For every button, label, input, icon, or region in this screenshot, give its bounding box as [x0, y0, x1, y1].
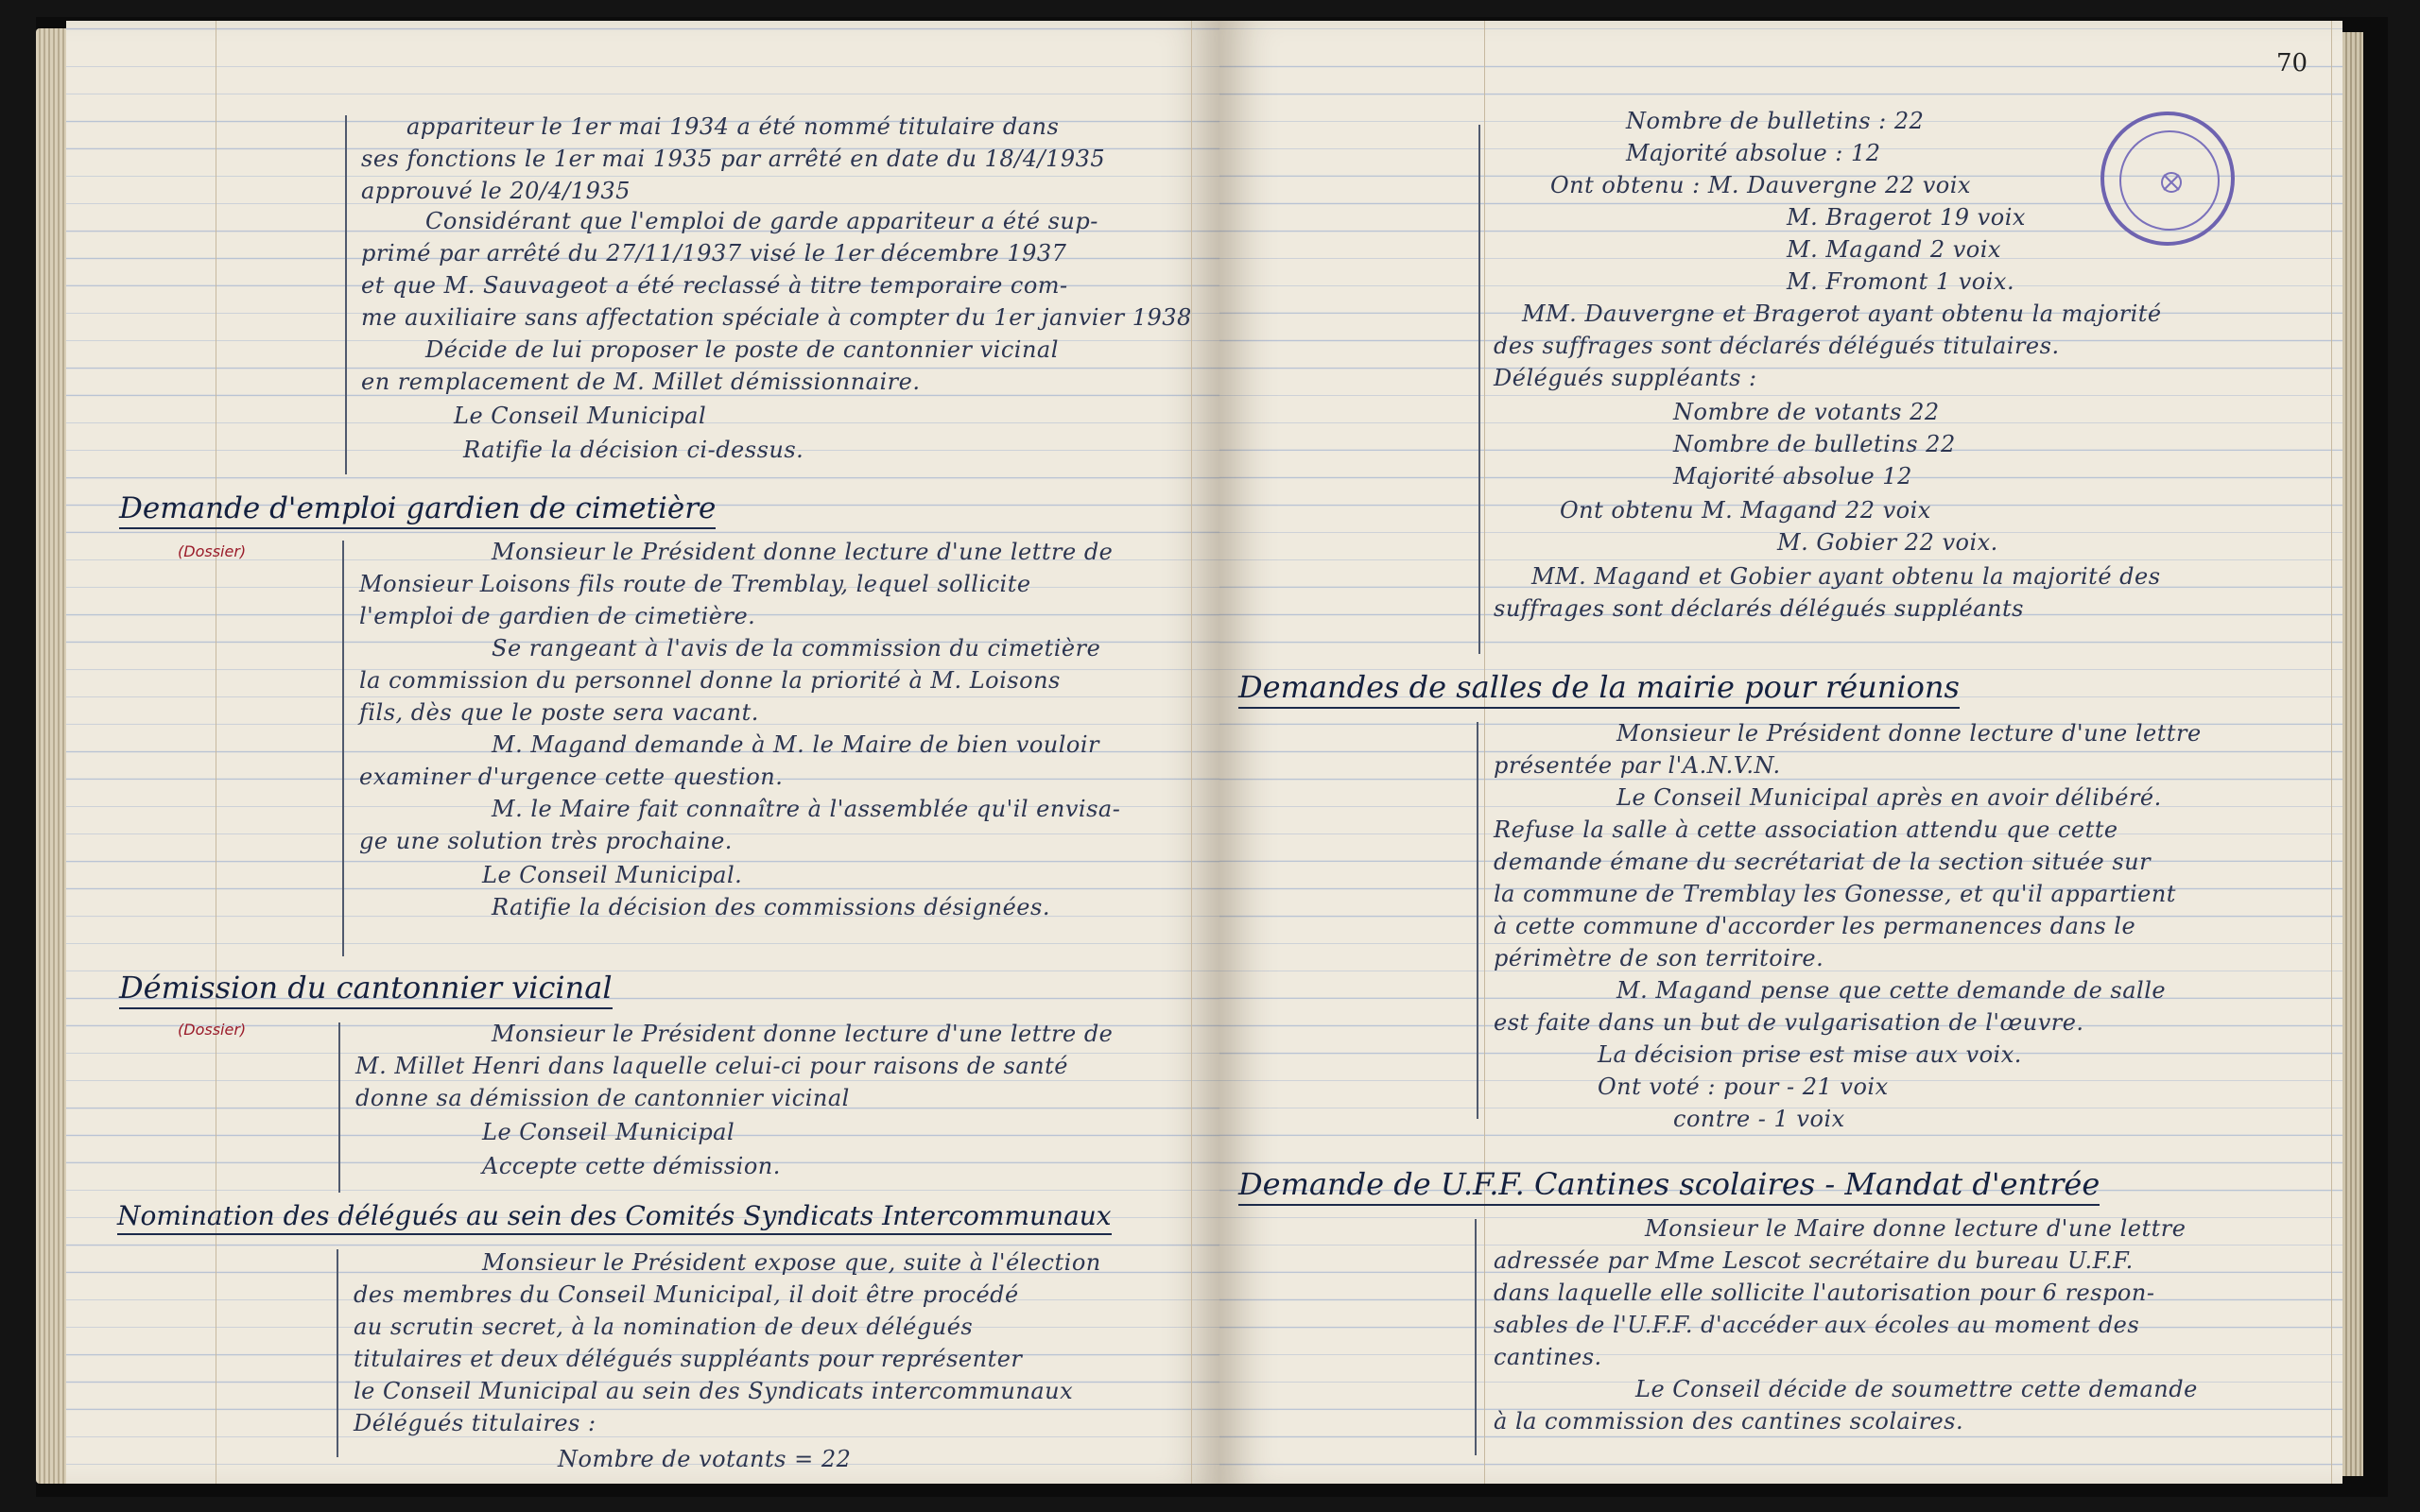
text-line: M. Gobier 22 voix.: [1777, 529, 1998, 556]
dossier-note: (Dossier): [178, 542, 247, 560]
text-line: Majorité absolue 12: [1673, 463, 1912, 490]
text-line: suffrages sont déclarés délégués suppléants: [1494, 595, 2024, 622]
section-heading: Démission du cantonnier vicinal: [119, 970, 613, 1009]
text-line: MM. Magand et Gobier ayant obtenu la majorité des: [1531, 563, 2161, 590]
text-line: Refuse la salle à cette association attendu que cette: [1494, 816, 2118, 843]
text-line: est faite dans un but de vulgarisation de l'œuvre.: [1494, 1009, 2084, 1036]
text-line: l'emploi de gardien de cimetière.: [359, 603, 756, 629]
section-heading: Demande d'emploi gardien de cimetière: [119, 491, 716, 529]
margin-rule: [1475, 1219, 1477, 1455]
text-line: Monsieur le Président donne lecture d'une lettre de: [492, 539, 1114, 565]
margin-rule: [342, 541, 344, 956]
text-line: Majorité absolue : 12: [1626, 140, 1881, 166]
dossier-note: (Dossier): [178, 1021, 247, 1039]
section-heading: Nomination des délégués au sein des Comités Syndicats Intercommunaux: [117, 1200, 1112, 1235]
text-line: fils, dès que le poste sera vacant.: [359, 699, 759, 726]
text-line: Monsieur Loisons fils route de Tremblay, lequel sollicite: [359, 571, 1031, 597]
text-line: M. Bragerot 19 voix: [1787, 204, 2026, 231]
text-line: Nombre de bulletins : 22: [1626, 108, 1925, 134]
margin-rule: [1477, 722, 1478, 1119]
text-line: Nombre de votants = 22: [558, 1446, 852, 1472]
text-line: présentée par l'A.N.V.N.: [1494, 752, 1781, 779]
text-line: Considérant que l'emploi de garde appariteur a été sup-: [425, 208, 1098, 234]
text-line: le Conseil Municipal au sein des Syndicats intercommunaux: [354, 1378, 1074, 1404]
text-line: des membres du Conseil Municipal, il doit être procédé: [354, 1281, 1019, 1308]
text-line: M. Millet Henri dans laquelle celui-ci pour raisons de santé: [355, 1053, 1068, 1079]
text-line: dans laquelle elle sollicite l'autorisation pour 6 respon-: [1494, 1280, 2155, 1306]
text-line: M. le Maire fait connaître à l'assemblée qu'il envisa-: [492, 796, 1121, 822]
text-line: Ratifie la décision ci-dessus.: [463, 437, 804, 463]
prefecture-stamp: [2100, 112, 2235, 246]
text-line: M. Magand 2 voix: [1787, 236, 2001, 263]
text-line: et que M. Sauvageot a été reclassé à titre temporaire com-: [361, 272, 1068, 299]
stamp-emblem-icon: [2104, 115, 2238, 249]
text-line: ge une solution très prochaine.: [359, 828, 733, 854]
text-line: Le Conseil décide de soumettre cette demande: [1635, 1376, 2198, 1402]
text-line: Ont obtenu M. Magand 22 voix: [1560, 497, 1931, 524]
text-line: approuvé le 20/4/1935: [361, 178, 631, 204]
text-line: à cette commune d'accorder les permanences dans le: [1494, 913, 2136, 939]
text-line: Ratifie la décision des commissions désignées.: [492, 894, 1050, 920]
text-line: ses fonctions le 1er mai 1935 par arrêté en date du 18/4/1935: [361, 146, 1106, 172]
text-line: examiner d'urgence cette question.: [359, 764, 784, 790]
margin-rule: [337, 1249, 338, 1457]
text-line: Monsieur le Président donne lecture d'une lettre: [1616, 720, 2202, 747]
text-line: MM. Dauvergne et Bragerot ayant obtenu la majorité: [1522, 301, 2162, 327]
text-line: Accepte cette démission.: [482, 1153, 781, 1179]
text-line: Délégués suppléants :: [1494, 365, 1757, 391]
page-stack-right: [2342, 32, 2363, 1476]
text-line: donne sa démission de cantonnier vicinal: [355, 1085, 850, 1111]
text-line: sables de l'U.F.F. d'accéder aux écoles au moment des: [1494, 1312, 2140, 1338]
section-heading: Demande de U.F.F. Cantines scolaires - Mandat d'entrée: [1238, 1166, 2100, 1206]
text-line: en remplacement de M. Millet démissionnaire.: [361, 369, 921, 395]
text-line: M. Magand demande à M. le Maire de bien vouloir: [492, 731, 1100, 758]
text-line: appariteur le 1er mai 1934 a été nommé titulaire dans: [406, 113, 1060, 140]
text-line: Monsieur le Président donne lecture d'une lettre de: [492, 1021, 1114, 1047]
text-line: adressée par Mme Lescot secrétaire du bureau U.F.F.: [1494, 1247, 2134, 1274]
text-line: Se rangeant à l'avis de la commission du cimetière: [492, 635, 1101, 662]
margin-rule: [1478, 125, 1480, 654]
margin-rule: [345, 115, 347, 474]
text-line: cantines.: [1494, 1344, 1602, 1370]
text-line: à la commission des cantines scolaires.: [1494, 1408, 1964, 1435]
margin-rule: [338, 1022, 340, 1193]
ruled-column-line: [2331, 21, 2332, 1484]
text-line: Nombre de votants 22: [1673, 399, 1940, 425]
text-line: primé par arrêté du 27/11/1937 visé le 1er décembre 1937: [361, 240, 1067, 266]
text-line: Monsieur le Président expose que, suite à l'élection: [482, 1249, 1101, 1276]
page-number: 70: [2276, 49, 2308, 77]
text-line: la commune de Tremblay les Gonesse, et qu'il appartient: [1494, 881, 2176, 907]
ruled-column-line: [1191, 21, 1192, 1484]
text-line: des suffrages sont déclarés délégués titulaires.: [1494, 333, 2060, 359]
text-line: me auxiliaire sans affectation spéciale à compter du 1er janvier 1938: [361, 304, 1192, 331]
ruled-column-line: [1484, 21, 1485, 1484]
text-line: contre - 1 voix: [1673, 1106, 1845, 1132]
text-line: périmètre de son territoire.: [1494, 945, 1824, 971]
text-line: demande émane du secrétariat de la section située sur: [1494, 849, 2152, 875]
text-line: au scrutin secret, à la nomination de deux délégués: [354, 1314, 974, 1340]
text-line: M. Fromont 1 voix.: [1787, 268, 2015, 295]
text-line: Délégués titulaires :: [354, 1410, 596, 1436]
text-line: Le Conseil Municipal: [482, 1119, 735, 1145]
left-page: [66, 21, 1219, 1484]
section-heading: Demandes de salles de la mairie pour réunions: [1238, 669, 1960, 709]
text-line: Le Conseil Municipal après en avoir délibéré.: [1616, 784, 2162, 811]
text-line: titulaires et deux délégués suppléants pour représenter: [354, 1346, 1023, 1372]
text-line: Le Conseil Municipal.: [482, 862, 743, 888]
text-line: Monsieur le Maire donne lecture d'une lettre: [1645, 1215, 2187, 1242]
text-line: Nombre de bulletins 22: [1673, 431, 1956, 457]
text-line: Ont voté : pour - 21 voix: [1598, 1074, 1889, 1100]
text-line: Le Conseil Municipal: [454, 403, 707, 429]
text-line: Décide de lui proposer le poste de cantonnier vicinal: [425, 336, 1059, 363]
text-line: Ont obtenu : M. Dauvergne 22 voix: [1550, 172, 1971, 198]
text-line: La décision prise est mise aux voix.: [1598, 1041, 2022, 1068]
text-line: M. Magand pense que cette demande de salle: [1616, 977, 2167, 1004]
page-stack-left: [36, 28, 66, 1484]
text-line: la commission du personnel donne la priorité à M. Loisons: [359, 667, 1061, 694]
